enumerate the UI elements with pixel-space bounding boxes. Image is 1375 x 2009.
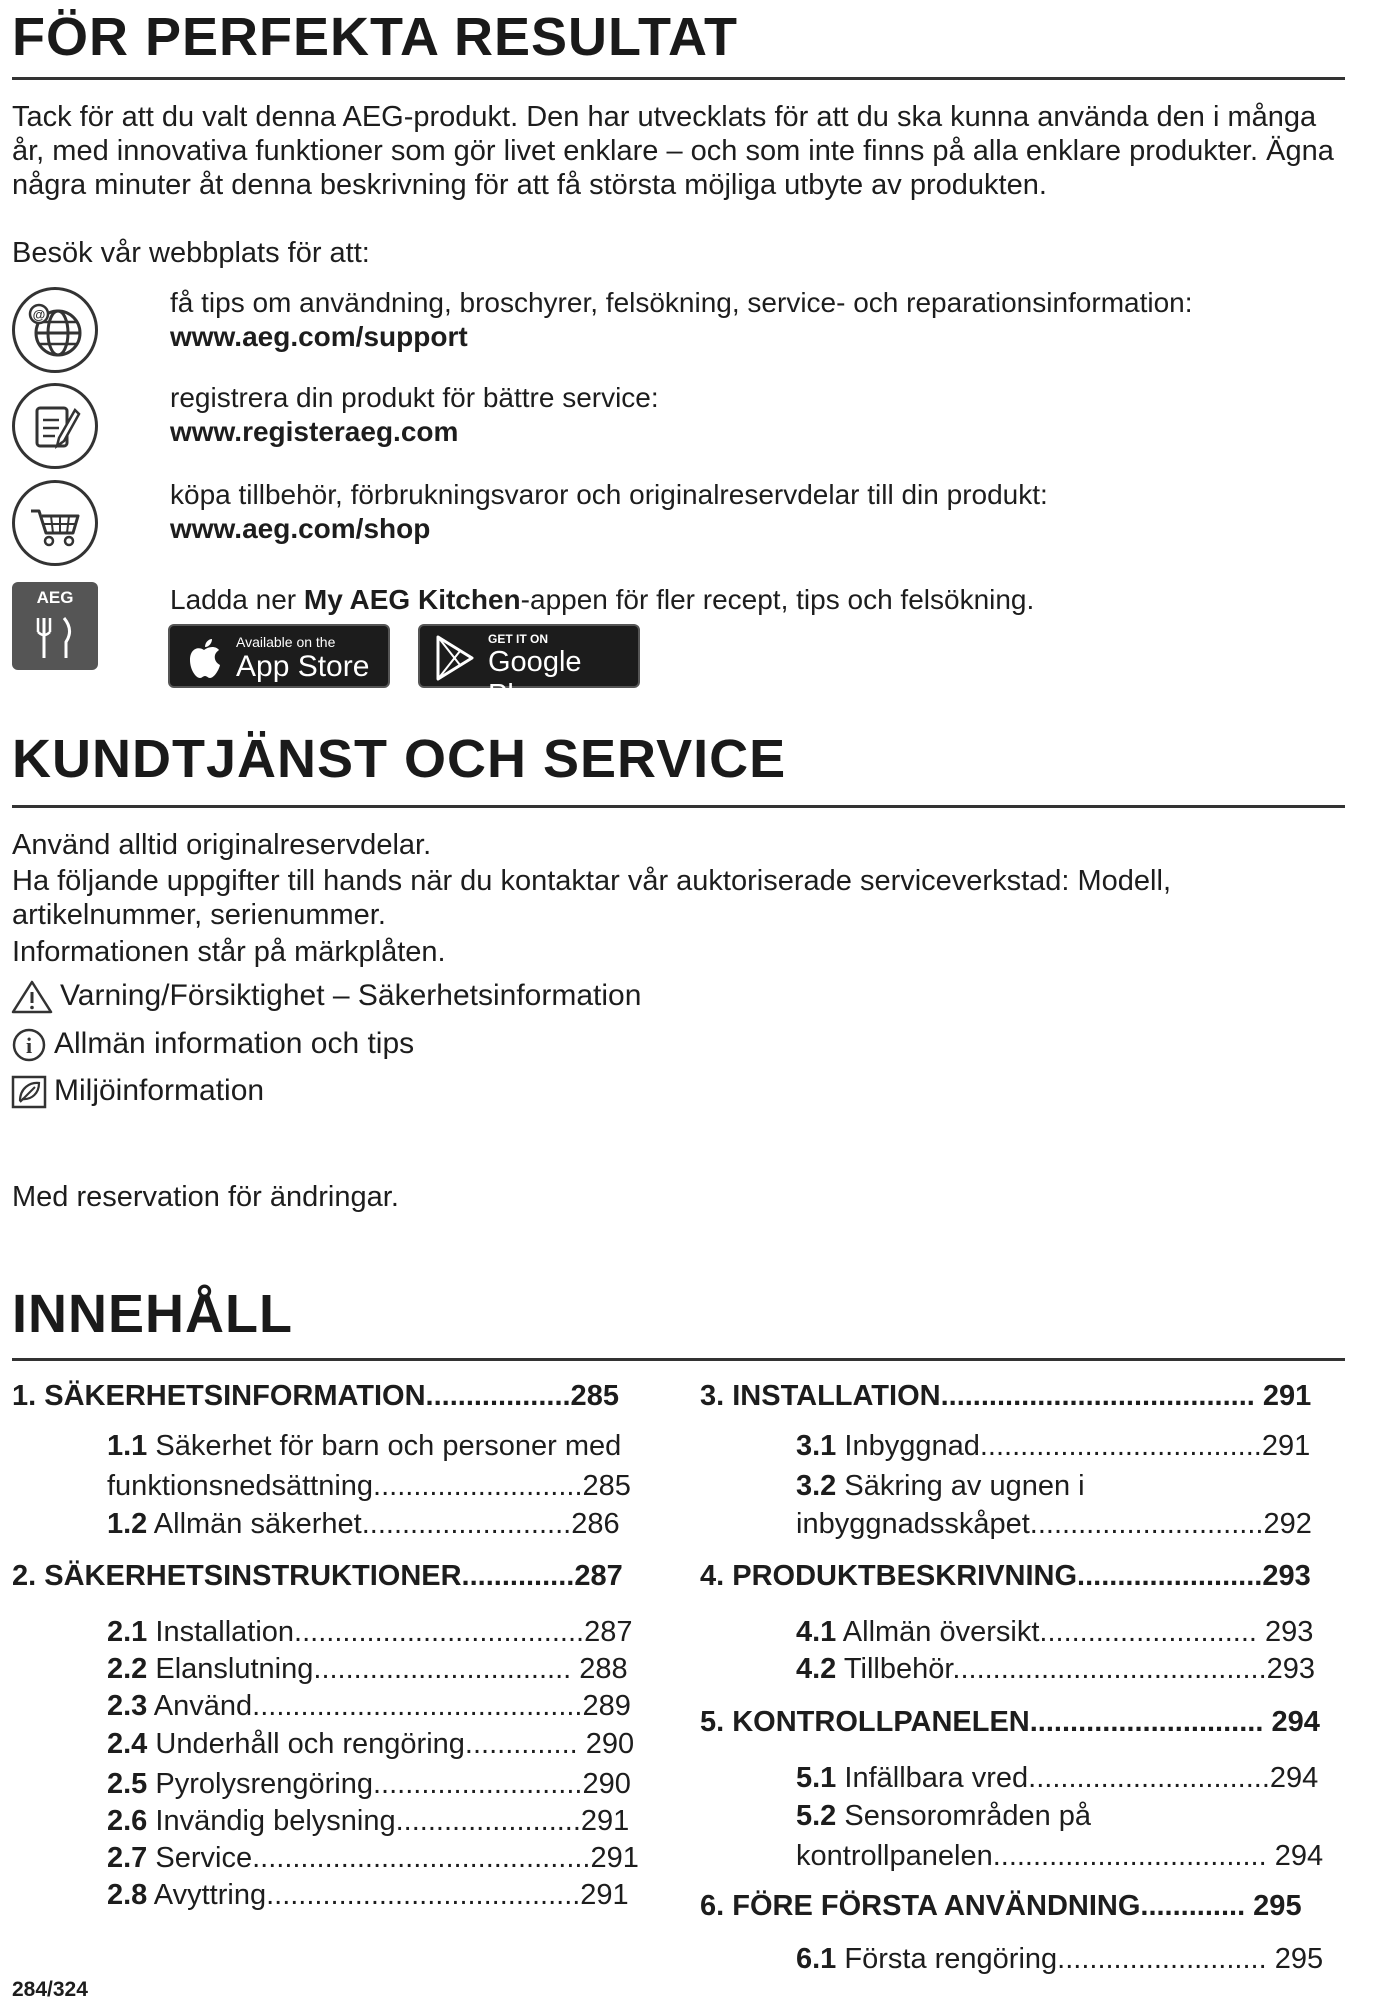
toc-item-number: 1.1	[107, 1430, 148, 1462]
toc-item-text: Underhåll och rengöring.............. 290	[147, 1728, 635, 1760]
app-store-label: App Store	[236, 650, 370, 683]
app-store-small-text: Available on the	[236, 634, 336, 650]
legend-info-text: Allmän information och tips	[54, 1027, 415, 1060]
fork-knife-icon	[12, 582, 98, 670]
toc-chapter-1[interactable]: 1. SÄKERHETSINFORMATION..................285	[12, 1380, 619, 1412]
toc-item-number: 2.6	[107, 1805, 148, 1837]
toc-item-text: Säkerhet för barn och personer med	[147, 1430, 622, 1462]
toc-chapter-2[interactable]: 2. SÄKERHETSINSTRUKTIONER..............287	[12, 1560, 623, 1592]
toc-item-text: Pyrolysrengöring..........................290	[147, 1768, 631, 1800]
toc-item-text: Allmän översikt........................... 293	[836, 1616, 1314, 1648]
legend-info	[10, 1026, 414, 1063]
app-store-badge[interactable]	[168, 624, 390, 688]
google-play-badge[interactable]	[418, 624, 640, 711]
toc-item-3-2-cont[interactable]: inbyggnadsskåpet.............................292	[796, 1508, 1312, 1540]
contact-info-text: Ha följande uppgifter till hands när du kontaktar vår auktoriserade serviceverkstad: Modell, artikelnummer, serienummer.	[12, 865, 1171, 931]
legend-warning-text: Varning/Försiktighet – Säkerhetsinformation	[60, 979, 642, 1012]
toc-item-text: Säkring av ugnen i	[836, 1470, 1085, 1502]
svg-text:@: @	[32, 307, 46, 322]
toc-item-number: 4.2	[796, 1653, 837, 1685]
toc-item-number: 3.2	[796, 1470, 837, 1502]
title-divider	[12, 77, 1345, 80]
legend-environment	[10, 1073, 264, 1110]
svg-text:i: i	[25, 1033, 33, 1059]
app-text-prefix: Ladda ner	[170, 584, 304, 615]
toc-chapter-6[interactable]: 6. FÖRE FÖRSTA ANVÄNDNING............. 295	[700, 1890, 1302, 1922]
toc-item-2-5[interactable]	[107, 1768, 631, 1801]
toc-item-6-1[interactable]	[796, 1943, 1323, 1976]
apple-icon	[184, 634, 224, 684]
toc-item-number: 5.2	[796, 1800, 837, 1832]
toc-item-5-2[interactable]	[796, 1800, 1091, 1833]
google-play-label: Google Play	[488, 646, 582, 711]
section-title-service: KUNDTJÄNST OCH SERVICE	[12, 729, 787, 789]
toc-item-text: Allmän säkerhet..........................286	[147, 1508, 620, 1540]
visit-text: Besök vår webbplats för att:	[12, 237, 370, 269]
reservation-text: Med reservation för ändringar.	[12, 1181, 399, 1213]
toc-item-text: Inbyggnad...................................291	[836, 1430, 1311, 1462]
toc-item-4-2[interactable]	[796, 1653, 1315, 1686]
service-text: köpa tillbehör, förbrukningsvaror och originalreservdelar till din produkt:	[170, 479, 1048, 510]
original-parts-text: Använd alltid originalreservdelar.	[12, 829, 432, 861]
register-link[interactable]: www.registeraeg.com	[170, 416, 459, 447]
toc-item-text: Avyttring.......................................291	[147, 1879, 629, 1911]
toc-item-1-1[interactable]	[107, 1430, 621, 1463]
rating-plate-text: Informationen står på märkplåten.	[12, 936, 446, 968]
legend-environment-text: Miljöinformation	[54, 1074, 265, 1107]
toc-chapter-4[interactable]: 4. PRODUKTBESKRIVNING.......................293	[700, 1560, 1311, 1592]
toc-item-number: 2.3	[107, 1690, 148, 1722]
toc-item-number: 2.7	[107, 1842, 148, 1874]
toc-item-text: Använd.........................................289	[147, 1690, 631, 1722]
toc-item-text: Invändig belysning.......................291	[147, 1805, 630, 1837]
toc-item-3-2[interactable]	[796, 1470, 1085, 1503]
google-play-small-text: GET IT ON	[488, 632, 548, 646]
service-item-register	[170, 381, 659, 449]
page-number: 284/324	[12, 1978, 88, 2001]
intro-paragraph: Tack för att du valt denna AEG-produkt. Den har utvecklats för att du ska kunna använda den i många år, med innovativa funktioner som gör livet enklare – och som inte finns på alla enklare produkter. Ägna några minuter åt denna beskrivning för att få största möjliga utbyte av produkten.	[12, 101, 1334, 201]
play-icon	[432, 633, 478, 683]
shop-link[interactable]: www.aeg.com/shop	[170, 513, 431, 544]
toc-item-2-7[interactable]	[107, 1842, 639, 1875]
toc-item-1-1-cont[interactable]: funktionsnedsättning..........................285	[107, 1470, 631, 1502]
toc-item-4-1[interactable]	[796, 1616, 1313, 1649]
aeg-logo-text: AEG	[36, 588, 74, 607]
toc-item-text: Sensorområden på	[836, 1800, 1092, 1832]
section-title-results: FÖR PERFEKTA RESULTAT	[12, 7, 738, 67]
cart-icon	[12, 480, 98, 566]
toc-chapter-3[interactable]: 3. INSTALLATION....................................... 291	[700, 1380, 1312, 1412]
toc-item-number: 4.1	[796, 1616, 837, 1648]
toc-item-5-1[interactable]	[796, 1762, 1318, 1795]
support-link[interactable]: www.aeg.com/support	[170, 321, 468, 352]
toc-item-2-4[interactable]	[107, 1728, 634, 1761]
toc-item-text: Installation....................................287	[147, 1616, 633, 1648]
app-download-text	[170, 584, 1034, 616]
service-item-shop	[170, 478, 1048, 546]
aeg-app-logo	[12, 582, 98, 670]
info-icon	[10, 1027, 48, 1063]
toc-item-2-1[interactable]	[107, 1616, 632, 1649]
toc-item-text: Tillbehör.......................................293	[836, 1653, 1316, 1685]
toc-item-number: 6.1	[796, 1943, 837, 1975]
toc-item-2-2[interactable]	[107, 1653, 628, 1686]
toc-item-number: 2.5	[107, 1768, 148, 1800]
app-text-suffix: -appen för fler recept, tips och felsökning.	[520, 584, 1035, 615]
toc-item-2-8[interactable]	[107, 1879, 629, 1912]
toc-item-number: 2.2	[107, 1653, 148, 1685]
section-title-contents: INNEHÅLL	[12, 1284, 293, 1344]
toc-item-number: 2.8	[107, 1879, 148, 1911]
toc-item-number: 3.1	[796, 1430, 837, 1462]
toc-item-5-2-cont[interactable]: kontrollpanelen.................................. 294	[796, 1840, 1324, 1872]
toc-item-text: Första rengöring.......................... 295	[836, 1943, 1324, 1975]
toc-chapter-5[interactable]: 5. KONTROLLPANELEN............................. 294	[700, 1706, 1320, 1738]
service-text: registrera din produkt för bättre service:	[170, 382, 659, 413]
title-divider	[12, 1358, 1345, 1361]
toc-item-2-3[interactable]	[107, 1690, 631, 1723]
service-item-support	[170, 286, 1193, 354]
app-name: My AEG Kitchen	[303, 584, 521, 615]
leaf-icon	[10, 1074, 48, 1110]
title-divider	[12, 805, 1345, 808]
register-icon	[12, 383, 98, 469]
toc-item-number: 2.4	[107, 1728, 148, 1760]
toc-item-text: Elanslutning................................ 288	[147, 1653, 628, 1685]
toc-item-text: Infällbara vred..............................294	[836, 1762, 1319, 1794]
toc-item-number: 1.2	[107, 1508, 148, 1540]
toc-item-number: 2.1	[107, 1616, 148, 1648]
toc-item-2-6[interactable]	[107, 1805, 629, 1838]
toc-item-3-1[interactable]	[796, 1430, 1310, 1463]
toc-item-1-2[interactable]	[107, 1508, 620, 1541]
legend-warning	[10, 978, 641, 1015]
toc-item-text: Service..........................................291	[147, 1842, 639, 1874]
toc-item-number: 5.1	[796, 1762, 837, 1794]
service-text: få tips om användning, broschyrer, felsökning, service- och reparationsinformation:	[170, 287, 1193, 318]
warning-icon	[10, 979, 54, 1015]
globe-icon	[12, 287, 98, 373]
